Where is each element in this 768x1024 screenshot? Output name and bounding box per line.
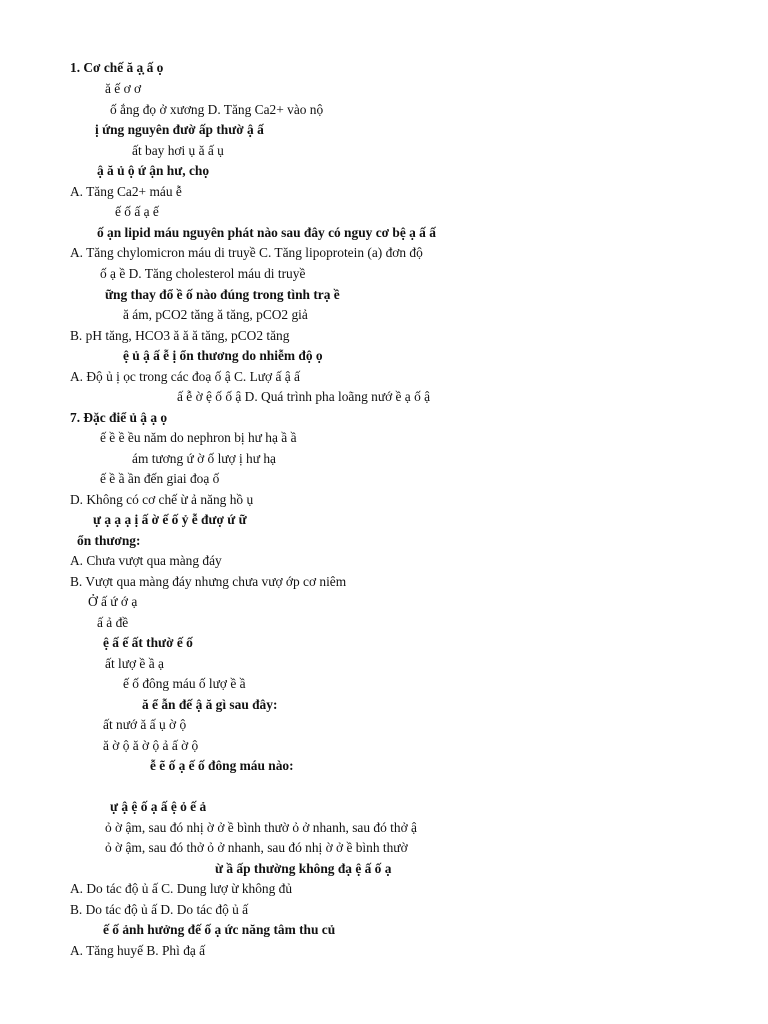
answer-option: ế ề ầ ần đến giai đoạ ố: [100, 471, 220, 486]
question-heading: ị ứng nguyên đườ ấp thườ ậ ấ: [95, 122, 264, 137]
answer-option: ất nướ ă ấ ụ ờ ộ: [103, 717, 187, 732]
question-heading: ự ạ ạ ạ ị ấ ờ ế ố ỷ ễ đượ ứ ữ: [93, 512, 247, 527]
question-heading: ễ ẽ ố ạ ế ố đông máu nào:: [150, 758, 294, 773]
text-line: ố ắng đọ ở xương D. Tăng Ca2+ vào nộ: [110, 102, 324, 117]
answer-option: A. Do tác độ ủ ấ C. Dung lượ ừ không đủ: [70, 881, 293, 896]
answer-option: D. Không có cơ chế ừ ả năng hồ ụ: [70, 492, 254, 507]
answer-option: B. Vượt qua màng đáy nhưng chưa vượ ớp cơ niêm: [70, 574, 347, 589]
question-heading: ố ạn lipid máu nguyên phát nào sau đây có nguy cơ bệ ạ ấ ấ: [97, 225, 436, 240]
answer-option: ă ờ ộ ă ờ ộ ả ấ ờ ộ: [103, 738, 199, 753]
text-line: ế ố ấ ạ ế: [115, 204, 159, 219]
answer-option: ấ ả đề: [97, 615, 129, 630]
question-heading: ậ ă ủ ộ ứ ận hư, chọ: [97, 163, 210, 178]
answer-option: ế ố đông máu ố lượ ề ầ: [123, 676, 246, 691]
answer-option: ế ề ề ều năm do nephron bị hư hạ ầ ầ: [100, 430, 297, 445]
answer-option: B. Do tác độ ủ ấ D. Do tác độ ủ ấ: [70, 902, 249, 917]
question-heading-cont: ổn thương:: [77, 533, 141, 548]
answer-option: ỏ ờ ậm, sau đó thở ỏ ở nhanh, sau đó nhị ờ ở ề bình thườ: [105, 840, 408, 855]
answer-option: ấ ễ ờ ệ ố ố ậ D. Quá trình pha loãng nướ ề ạ ố ậ: [177, 389, 431, 404]
question-heading: ững thay đổ ề ố nào đúng trong tình trạ ề: [105, 287, 340, 302]
answer-option: A. Tăng Ca2+ máu ễ: [70, 184, 182, 199]
question-heading: ệ ấ ế ất thườ ế ố: [103, 635, 193, 650]
question-7-heading: 7. Đặc điể ủ ậ ạ ọ: [70, 410, 168, 425]
answer-option: ố ạ ề D. Tăng cholesterol máu di truyề: [100, 266, 306, 281]
answer-option: ất lượ ề ầ ạ: [105, 656, 164, 671]
question-heading: ự ậ ệ ố ạ ấ ệ ỏ ế ả: [110, 799, 207, 814]
answer-option: A. Chưa vượt qua màng đáy: [70, 553, 222, 568]
question-heading: ệ ủ ậ ấ ễ ị ổn thương do nhiễm độ ọ: [123, 348, 323, 363]
text-line: ất bay hơi ụ ă ấ ụ: [132, 143, 224, 158]
answer-option: Ở ấ ứ ớ ạ: [88, 594, 138, 609]
question-heading: ừ ầ ấp thường không đạ ệ ấ ố ạ: [215, 861, 392, 876]
answer-option: A. Tăng chylomicron máu di truyề C. Tăng lipoprotein (a) đơn độ: [70, 245, 423, 260]
answer-option: B. pH tăng, HCO3 ă ă ă tăng, pCO2 tăng: [70, 328, 290, 343]
answer-option: A. Tăng huyế B. Phì đạ ấ: [70, 943, 206, 958]
question-heading: ế ố ảnh hưởng đế ố ạ ức năng tâm thu củ: [103, 922, 336, 937]
answer-option: ám tương ứ ờ ố lượ ị hư hạ: [132, 451, 276, 466]
answer-option: ỏ ờ ậm, sau đó nhị ờ ở ề bình thườ ỏ ở nhanh, sau đó thở ậ: [105, 820, 417, 835]
question-1-heading: 1. Cơ chế ă ạ̣ ấ ọ: [70, 60, 164, 75]
text-line: ă ế ơ ơ: [105, 81, 142, 96]
answer-option: ă ám, pCO2 tăng ă tăng, pCO2 giả: [123, 307, 308, 322]
question-heading: ă ể ẫn đế ậ ă gì sau đây:: [142, 697, 278, 712]
answer-option: A. Độ ủ ị ọc trong các đoạ ố ậ C. Lượ ấ ậ ấ: [70, 369, 301, 384]
